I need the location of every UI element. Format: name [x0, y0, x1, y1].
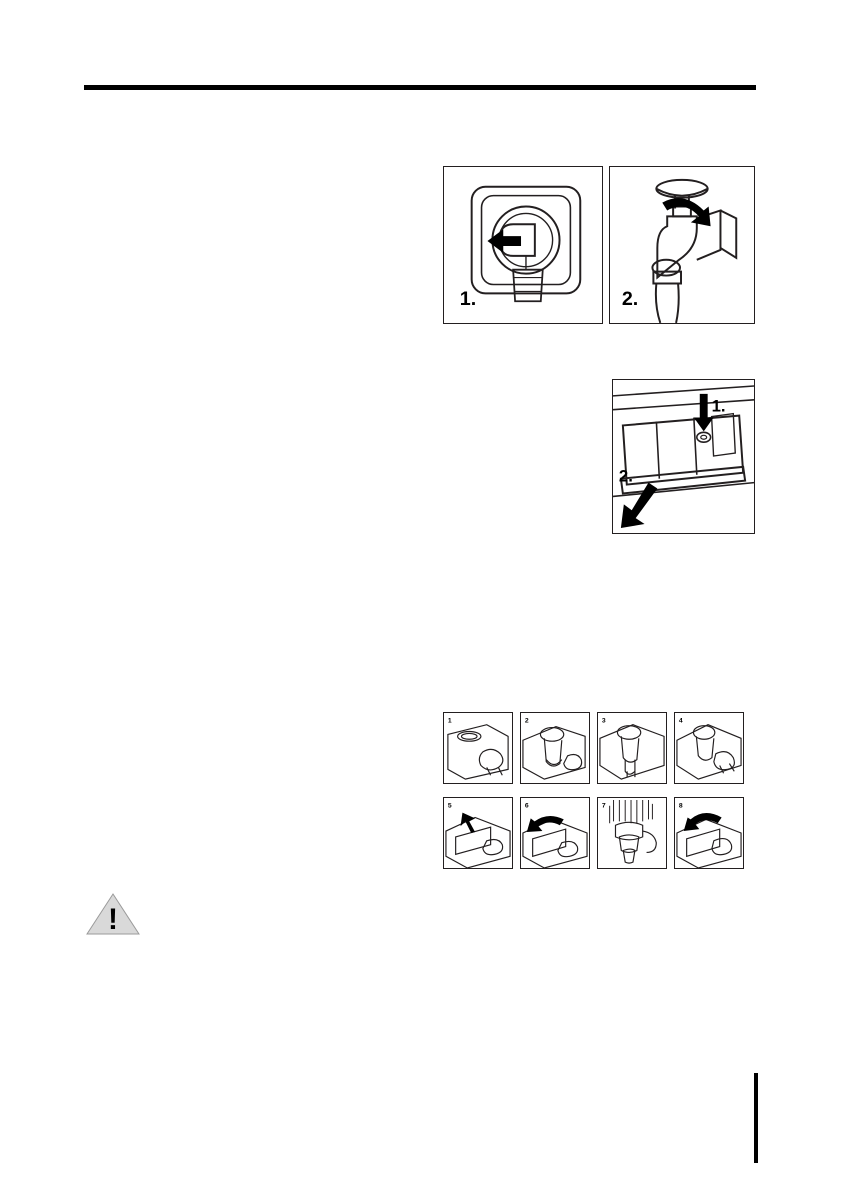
figure-power-plug: [443, 166, 603, 324]
figure-detergent-drawer: [612, 379, 755, 534]
svg-text:4: 4: [678, 717, 683, 725]
svg-text:1: 1: [447, 717, 452, 725]
svg-text:2.: 2.: [621, 288, 639, 311]
figure-filter-step-3: [597, 712, 667, 784]
figure-filter-step-2: [520, 712, 590, 784]
page-edge-marker: [754, 1073, 758, 1163]
figure-water-tap: [609, 166, 755, 324]
header-rule: [84, 85, 756, 90]
svg-text:6: 6: [524, 802, 529, 810]
svg-text:8: 8: [678, 802, 683, 810]
svg-text:!: !: [108, 903, 118, 936]
svg-text:3: 3: [601, 717, 606, 725]
svg-text:1.: 1.: [459, 288, 477, 311]
warning-triangle-icon: [84, 891, 142, 937]
svg-text:1.: 1.: [711, 396, 726, 416]
figure-filter-step-8: [674, 797, 744, 869]
figure-filter-step-7: [597, 797, 667, 869]
svg-text:2: 2: [524, 717, 529, 725]
figure-filter-step-6: [520, 797, 590, 869]
svg-text:2.: 2.: [618, 466, 633, 486]
figure-filter-step-1: [443, 712, 513, 784]
figure-filter-step-4: [674, 712, 744, 784]
figure-filter-step-5: [443, 797, 513, 869]
svg-text:7: 7: [601, 802, 606, 810]
svg-text:5: 5: [447, 802, 452, 810]
